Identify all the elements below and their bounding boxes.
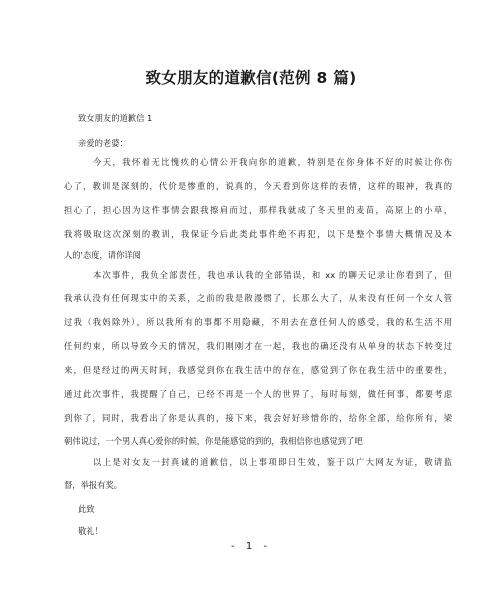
closing-line: 此致 <box>78 504 95 514</box>
paragraph-line: 到你了，同时，我看出了你是认真的，接下来，我会好好珍惜你的，给你全部，给你所有，梁 <box>64 413 452 423</box>
paragraph-line: 督，举报有奖。 <box>64 480 123 490</box>
paragraph-line: 心了，教训是深刻的，代价是惨重的，说真的，今天看到你这样的表情，这样的眼神，我真的 <box>64 181 452 191</box>
salutation: 亲爱的老婆： <box>78 138 128 148</box>
paragraph-line: 通过此次事件，我提醒了自己，已经不再是一个人的世界了，每时每刻，做任何事，都要考虑 <box>64 389 452 399</box>
subtitle: 致女朋友的道歉信 1 <box>78 113 153 123</box>
paragraph-line: 我将吸取这次深刻的教训，我保证今后此类此事件绝不再犯，以下是整个事情大概情况及本 <box>64 229 452 239</box>
paragraph-line: 朝伟说过，一个男人真心爱你的时候，你是能感觉的到的，我相信你也感觉到了吧 <box>64 436 363 446</box>
paragraph-line: 我承认没有任何现实中的关系，之前的我是散漫惯了，长那么大了，从来没有任何一个女人管 <box>64 293 452 303</box>
paragraph-line: 过我（我妈除外），所以我所有的事都不用隐藏，不用去在意任何人的感受，我的私生活不用 <box>64 317 452 327</box>
page-number: - 1 - <box>231 541 271 552</box>
paragraph-line: 任何约束，所以导致今天的情况，我们刚刚才在一起，我也的确还没有从单身的状态下转变过 <box>64 341 452 351</box>
paragraph-line: 今天，我怀着无比愧疚的心情公开我向你的道歉，特别是在你身体不好的时候让你伤 <box>93 157 452 167</box>
paragraph-line: 担心了，担心因为这件事情会跟我擦肩而过，那样我就成了冬天里的麦苗，高原上的小草， <box>64 205 452 215</box>
closing-line: 敬礼！ <box>78 526 103 536</box>
paragraph-line: 来，但是经过的两天时间，我感觉到你在我生活中的存在，感觉到了你在我生活中的重要性， <box>64 365 452 375</box>
paragraph-line: 以上是对女友一封真诚的道歉信，以上事项即日生效，鉴于以广大网友为证，敬请监 <box>93 457 452 467</box>
document-title: 致女朋友的道歉信(范例 8 篇) <box>145 69 357 87</box>
paragraph-line: 人的'态度，请你详阅 <box>64 250 141 260</box>
paragraph-line: 本次事件，我负全部责任，我也承认我的全部错误，和 xx 的聊天记录让你看到了，但 <box>93 270 452 280</box>
